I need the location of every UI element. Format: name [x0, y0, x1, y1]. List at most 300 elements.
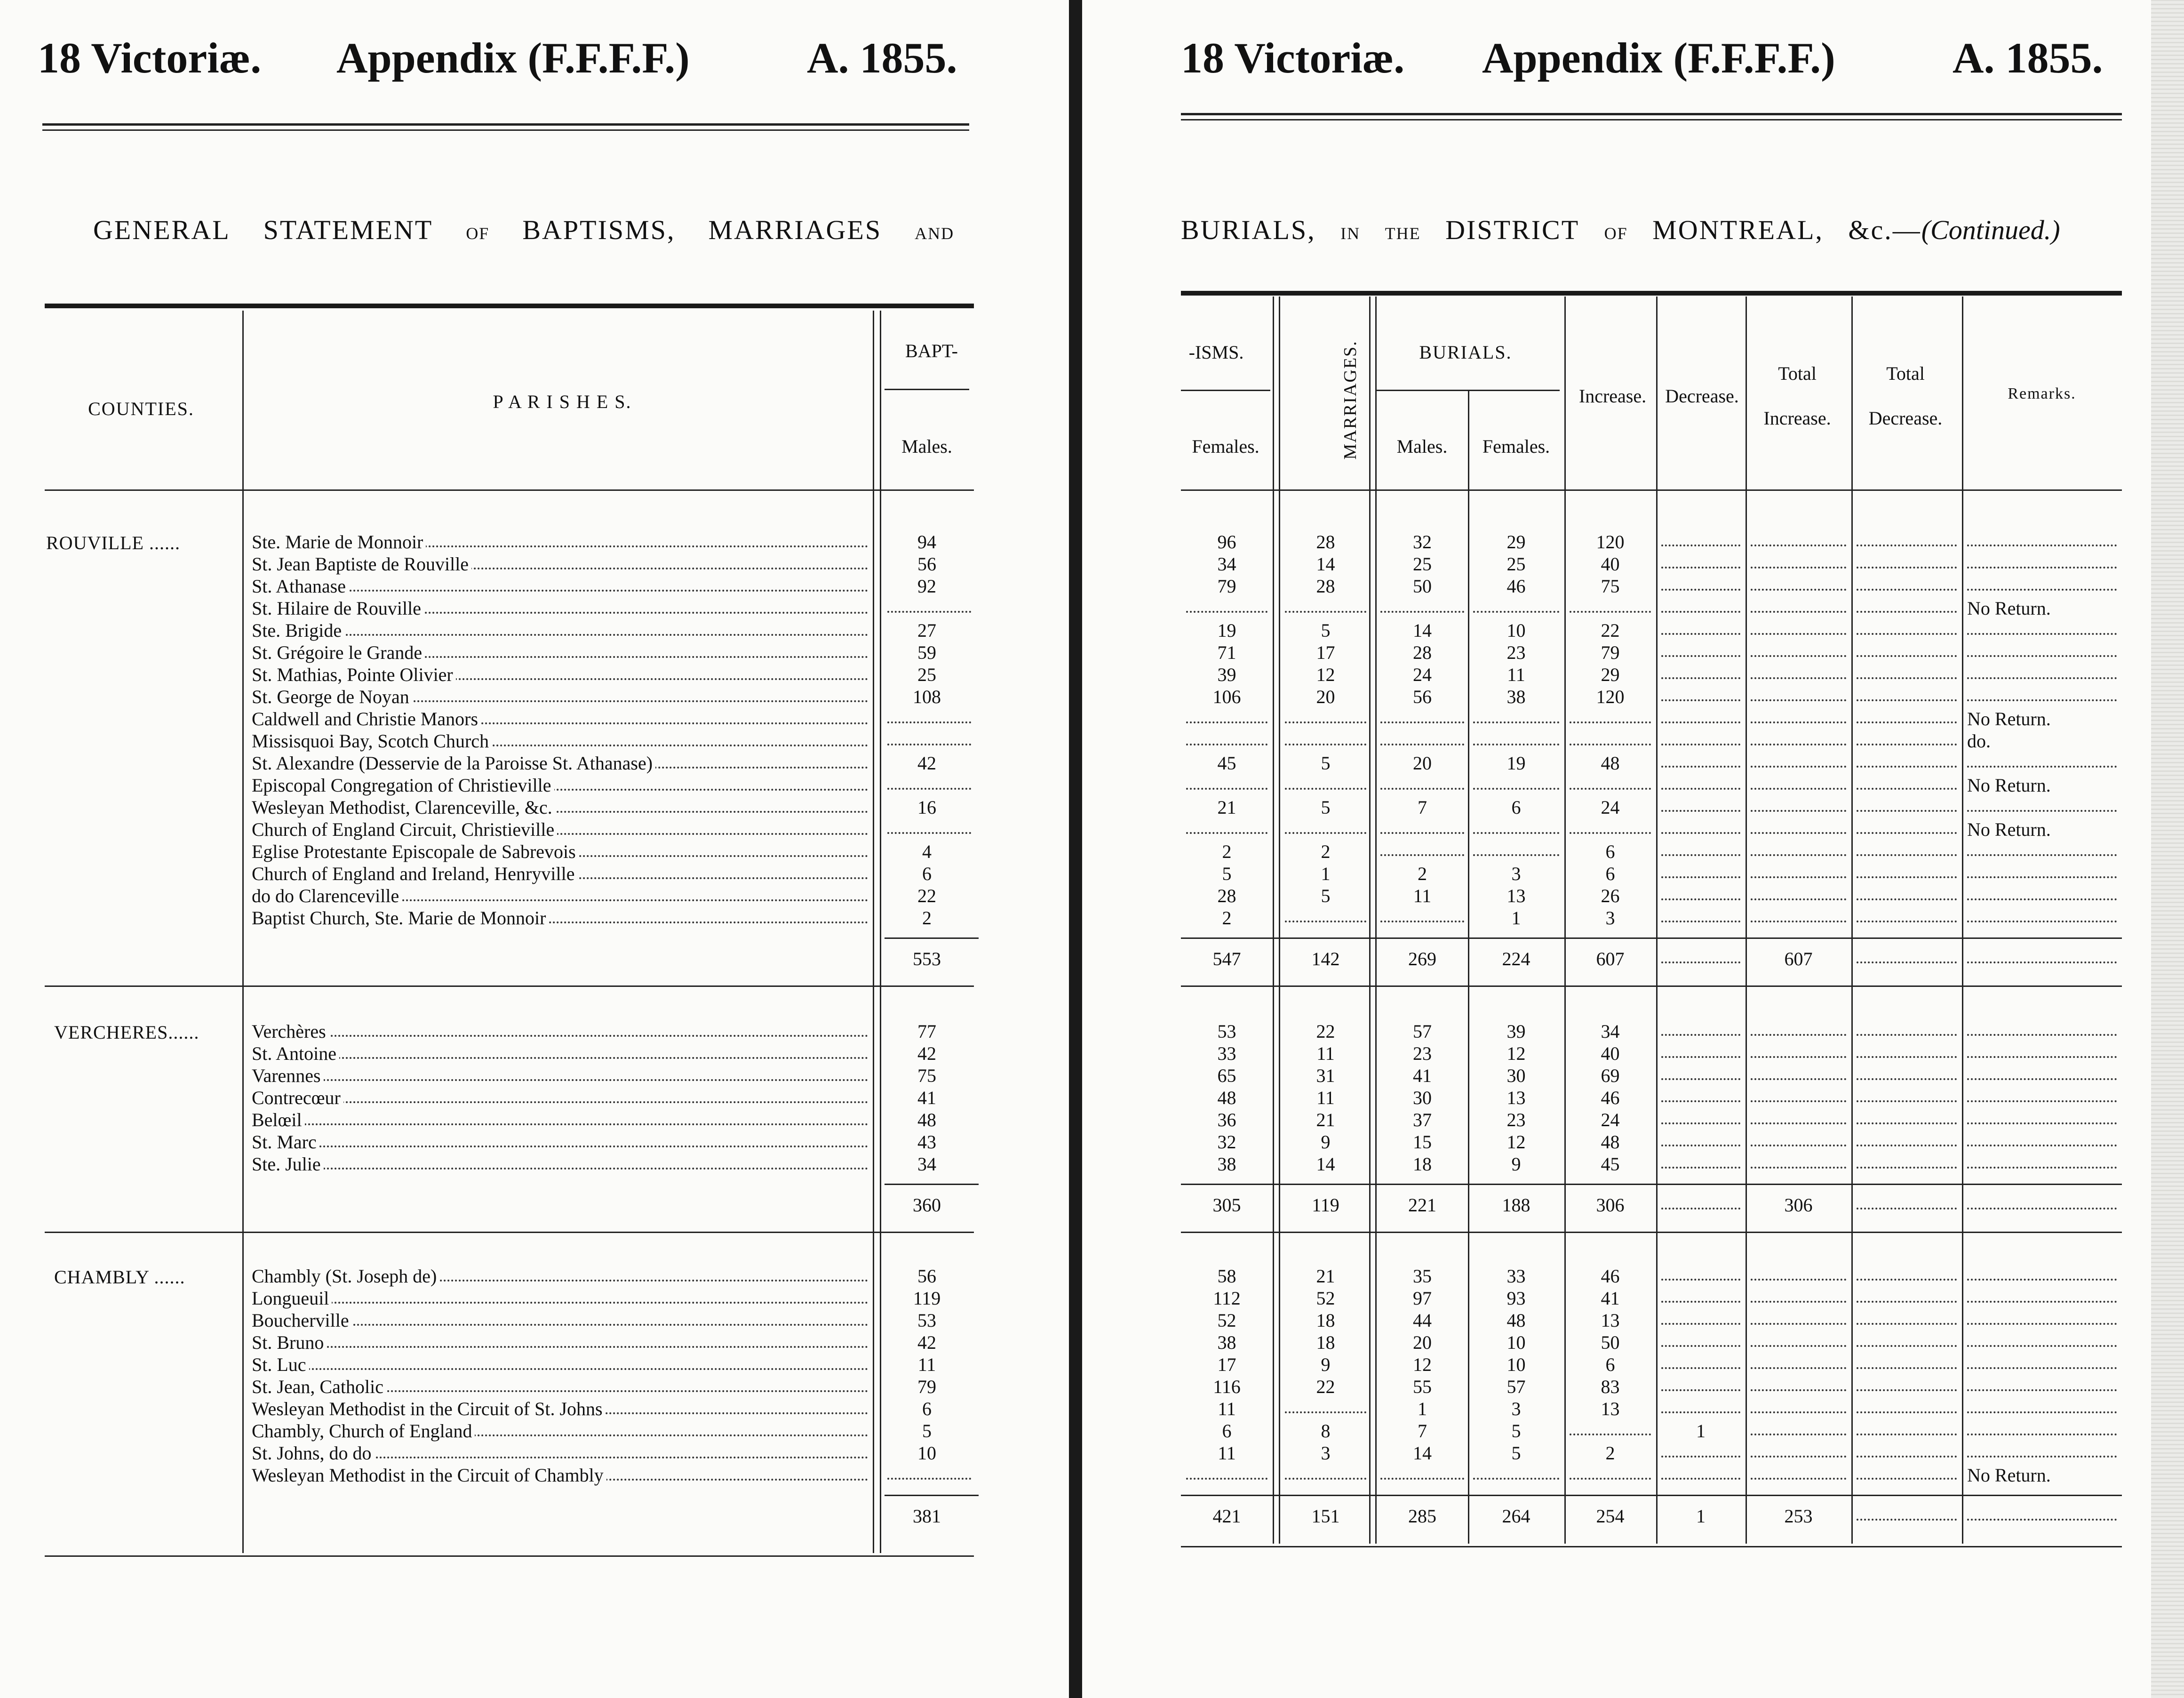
inc-cell: 29 — [1601, 664, 1620, 685]
mar-cell: 18 — [1316, 1310, 1335, 1331]
header-remarks: Remarks. — [2008, 385, 2076, 402]
bum-cell: 25 — [1413, 553, 1432, 575]
bf-cell: 58 — [1217, 1265, 1236, 1287]
mar-cell: 22 — [1316, 1376, 1335, 1397]
empty-cell-dots — [1854, 575, 1960, 597]
empty-cell-dots — [1854, 686, 1960, 708]
empty-cell-dots — [1964, 1354, 2120, 1376]
empty-cell-dots — [1854, 752, 1960, 774]
inc-cell: 13 — [1601, 1310, 1620, 1331]
buf-cell: 29 — [1506, 531, 1526, 553]
empty-cell-dots — [1854, 1376, 1960, 1398]
buf-cell: 10 — [1506, 1354, 1526, 1375]
empty-cell-dots — [1854, 1042, 1960, 1065]
inc-cell: 6 — [1605, 841, 1615, 862]
empty-cell-dots — [1658, 841, 1743, 863]
parish-name: St. Luc — [252, 1354, 868, 1376]
bf-cell: 19 — [1217, 620, 1236, 641]
parish-name: St. Antoine — [252, 1042, 868, 1065]
baptism-males-cell: 41 — [917, 1087, 936, 1108]
remarks-cell: No Return. — [1967, 598, 2051, 619]
empty-cell-dots — [1964, 1131, 2120, 1153]
mar-cell: 11 — [1316, 1087, 1335, 1108]
buf-cell: 11 — [1507, 664, 1525, 685]
header-increase: Increase. — [1578, 385, 1647, 407]
empty-cell-dots — [1470, 708, 1562, 730]
mar-cell: 9 — [1321, 1354, 1331, 1375]
baptism-males-cell: 25 — [917, 664, 936, 685]
empty-cell-dots — [1748, 553, 1849, 575]
empty-cell-dots — [1854, 1398, 1960, 1420]
empty-cell-dots — [1658, 1464, 1743, 1486]
empty-cell-dots — [1378, 818, 1467, 841]
group-separator — [45, 1232, 974, 1233]
empty-cell-dots — [1658, 1376, 1743, 1398]
empty-cell-dots — [1854, 1087, 1960, 1109]
mar-cell: 14 — [1316, 1153, 1335, 1175]
empty-cell-dots — [1854, 1194, 1960, 1216]
empty-cell-dots — [1567, 818, 1654, 841]
empty-cell-dots — [1748, 1376, 1849, 1398]
inc-cell: 48 — [1601, 1131, 1620, 1153]
empty-cell-dots — [1378, 730, 1467, 752]
group-separator-right — [1181, 1232, 2122, 1233]
empty-cell-dots — [1964, 1265, 2120, 1287]
empty-cell-dots — [1854, 1065, 1960, 1087]
bum-cell: 37 — [1413, 1109, 1432, 1130]
empty-cell-dots — [1854, 885, 1960, 907]
parish-name: St. Marc — [252, 1131, 868, 1153]
mar-cell: 1 — [1321, 863, 1331, 884]
inc-cell: 6 — [1605, 863, 1615, 884]
inc-cell: 26 — [1601, 885, 1620, 906]
running-head-year-right: A. 1855. — [1953, 34, 2103, 82]
inc-cell: 13 — [1601, 1398, 1620, 1419]
bf-cell: 5 — [1222, 863, 1232, 884]
baptism-males-cell: 43 — [917, 1131, 936, 1153]
remarks-cell: do. — [1967, 730, 1991, 752]
parish-name: Belœil — [252, 1109, 868, 1131]
empty-cell-dots — [1748, 1287, 1849, 1309]
empty-cell-dots — [1964, 1287, 2120, 1309]
bum-cell: 1 — [1418, 1398, 1427, 1419]
bum-cell: 14 — [1413, 1442, 1432, 1464]
empty-cell-dots — [1854, 1131, 1960, 1153]
parish-name: St. Bruno — [252, 1331, 868, 1354]
empty-cell-dots — [1854, 1153, 1960, 1175]
mar-cell: 2 — [1321, 841, 1331, 862]
buf-cell: 10 — [1506, 620, 1526, 641]
empty-cell-dots — [1748, 1309, 1849, 1331]
empty-cell-dots — [1854, 1309, 1960, 1331]
mar-cell: 31 — [1316, 1065, 1335, 1086]
col-divider-burial-males — [1468, 391, 1469, 1544]
bf-cell: 52 — [1217, 1310, 1236, 1331]
empty-cell-dots — [1854, 1505, 1960, 1527]
parish-name: Caldwell and Christie Manors — [252, 708, 868, 730]
empty-cell-dots — [1658, 1109, 1743, 1131]
empty-cell-dots — [1964, 1398, 2120, 1420]
baptism-males-cell: 75 — [917, 1065, 936, 1086]
empty-cell-dots — [1658, 796, 1743, 818]
parish-name: St. Johns, do do — [252, 1442, 868, 1464]
bf-cell: 6 — [1222, 1420, 1232, 1442]
page-gutter — [1069, 0, 1082, 1698]
bf-cell: 32 — [1217, 1131, 1236, 1153]
empty-cell-dots — [1854, 1287, 1960, 1309]
buf-cell: 48 — [1506, 1310, 1526, 1331]
empty-cell-dots — [1658, 907, 1743, 929]
col-divider-counties — [242, 311, 244, 1553]
subtotal-rule — [885, 1184, 979, 1185]
empty-cell-dots — [1378, 1464, 1467, 1486]
empty-cell-dots — [1748, 1153, 1849, 1175]
bf-cell: 11 — [1218, 1398, 1236, 1419]
parish-name: St. Jean Baptiste de Rouville — [252, 553, 868, 575]
empty-cell-dots — [1658, 619, 1743, 641]
empty-cell-dots — [1748, 686, 1849, 708]
baptism-males-cell: 92 — [917, 576, 936, 597]
baptism-males-cell: 56 — [917, 1265, 936, 1287]
parish-name: Wesleyan Methodist in the Circuit of Chambly — [252, 1464, 868, 1486]
running-head-appendix-right: Appendix (F.F.F.F.) — [1482, 34, 1835, 82]
buf-cell: 12 — [1506, 1131, 1526, 1153]
table-bottom-rule — [45, 1555, 974, 1557]
inc-total: 306 — [1596, 1194, 1625, 1216]
mar-cell: 21 — [1316, 1109, 1335, 1130]
header-baptism-males: Males. — [901, 436, 952, 457]
empty-cell-dots — [1854, 1464, 1960, 1486]
empty-cell-dots — [1658, 1398, 1743, 1420]
bum-total: 285 — [1408, 1506, 1436, 1527]
empty-cell-dots — [1470, 818, 1562, 841]
col-divider-parishes-2 — [880, 311, 881, 1553]
buf-cell: 5 — [1511, 1442, 1521, 1464]
buf-cell: 13 — [1506, 1087, 1526, 1108]
empty-cell-dots — [1748, 1087, 1849, 1109]
empty-cell-dots — [1748, 641, 1849, 664]
mar-cell: 11 — [1316, 1043, 1335, 1064]
empty-cell-dots — [1658, 641, 1743, 664]
empty-cell-dots — [1567, 597, 1654, 619]
mar-cell: 28 — [1316, 576, 1335, 597]
empty-cell-dots — [1964, 841, 2120, 863]
empty-cell-dots — [1658, 774, 1743, 796]
empty-cell-dots — [1282, 597, 1369, 619]
header-burials: BURIALS. — [1419, 342, 1512, 363]
empty-cell-dots — [1964, 1042, 2120, 1065]
header-baptisms-rest: -ISMS. — [1188, 342, 1244, 363]
empty-cell-dots — [1854, 1265, 1960, 1287]
empty-cell-dots — [1854, 796, 1960, 818]
empty-cell-dots — [1378, 841, 1467, 863]
parish-name: Eglise Protestante Episcopale de Sabrevois — [252, 841, 868, 863]
empty-cell-dots — [1854, 841, 1960, 863]
bum-cell: 55 — [1413, 1376, 1432, 1397]
empty-cell-dots — [1658, 730, 1743, 752]
dec-cell: 1 — [1696, 1420, 1706, 1442]
page-edge — [2151, 0, 2184, 1698]
empty-cell-dots — [1470, 1464, 1562, 1486]
empty-cell-dots — [1658, 1020, 1743, 1042]
empty-cell-dots — [1183, 774, 1270, 796]
bf-cell: 2 — [1222, 841, 1232, 862]
inc-cell: 69 — [1601, 1065, 1620, 1086]
empty-cell-dots — [1964, 907, 2120, 929]
col-divider-total-decrease — [1962, 296, 1963, 1544]
inc-cell: 120 — [1596, 531, 1625, 553]
empty-cell-dots — [1964, 1087, 2120, 1109]
empty-cell-dots — [1658, 948, 1743, 970]
header-total-decrease-1: Total — [1886, 363, 1925, 384]
empty-cell-dots — [1748, 1020, 1849, 1042]
mar-cell: 17 — [1316, 642, 1335, 663]
bum-cell: 28 — [1413, 642, 1432, 663]
baptism-males-cell: 59 — [917, 642, 936, 663]
bf-cell: 106 — [1212, 686, 1241, 707]
buf-cell: 19 — [1506, 753, 1526, 774]
parish-name: St. Hilaire de Rouville — [252, 597, 868, 619]
empty-cell-dots — [1854, 1442, 1960, 1464]
mar-total: 151 — [1311, 1506, 1340, 1527]
col-divider-total-increase — [1851, 296, 1853, 1544]
empty-cell-dots — [1658, 1331, 1743, 1354]
bf-cell: 2 — [1222, 907, 1232, 929]
empty-cell-dots — [1470, 841, 1562, 863]
empty-cell-dots — [885, 1464, 974, 1486]
bf-cell: 65 — [1217, 1065, 1236, 1086]
empty-cell-dots — [1378, 597, 1467, 619]
baptisms-subrule — [885, 389, 969, 390]
empty-cell-dots — [1282, 1464, 1369, 1486]
buf-total: 188 — [1502, 1194, 1530, 1216]
empty-cell-dots — [1964, 796, 2120, 818]
empty-cell-dots — [1748, 1420, 1849, 1442]
empty-cell-dots — [1854, 664, 1960, 686]
parish-name: Wesleyan Methodist, Clarenceville, &c. — [252, 796, 868, 818]
empty-cell-dots — [1964, 1109, 2120, 1131]
empty-cell-dots — [1964, 1442, 2120, 1464]
empty-cell-dots — [1658, 1354, 1743, 1376]
inc-cell: 83 — [1601, 1376, 1620, 1397]
empty-cell-dots — [1964, 1420, 2120, 1442]
empty-cell-dots — [1964, 1153, 2120, 1175]
empty-cell-dots — [1748, 575, 1849, 597]
table-bottom-rule-right — [1181, 1546, 2122, 1547]
mar-cell: 12 — [1316, 664, 1335, 685]
empty-cell-dots — [1658, 1265, 1743, 1287]
empty-cell-dots — [1658, 686, 1743, 708]
header-decrease: Decrease. — [1665, 385, 1739, 407]
empty-cell-dots — [1748, 1265, 1849, 1287]
empty-cell-dots — [1282, 818, 1369, 841]
bf-total: 547 — [1212, 948, 1241, 969]
empty-cell-dots — [1748, 885, 1849, 907]
parish-name: Episcopal Congregation of Christieville — [252, 774, 868, 796]
bum-cell: 12 — [1413, 1354, 1432, 1375]
parish-name: Contrecœur — [252, 1087, 868, 1109]
county-name: VERCHERES...... — [54, 1022, 199, 1043]
empty-cell-dots — [1854, 1109, 1960, 1131]
empty-cell-dots — [1470, 597, 1562, 619]
buf-total: 224 — [1502, 948, 1530, 969]
bf-cell: 17 — [1217, 1354, 1236, 1375]
header-parishes: P A R I S H E S. — [493, 391, 632, 412]
bf-cell: 38 — [1217, 1332, 1236, 1353]
inc-total: 254 — [1596, 1506, 1625, 1527]
subtotal-rule-right — [1181, 1495, 2122, 1496]
baptism-males-cell: 42 — [917, 1332, 936, 1353]
empty-cell-dots — [1748, 818, 1849, 841]
mar-cell: 21 — [1316, 1265, 1335, 1287]
baptism-males-cell: 27 — [917, 620, 936, 641]
bum-cell: 18 — [1413, 1153, 1432, 1175]
mar-cell: 52 — [1316, 1288, 1335, 1309]
bum-cell: 56 — [1413, 686, 1432, 707]
baptism-males-cell: 5 — [922, 1420, 932, 1442]
empty-cell-dots — [1854, 619, 1960, 641]
running-head-session-right: 18 Victoriæ. — [1181, 34, 1405, 82]
empty-cell-dots — [1854, 597, 1960, 619]
empty-cell-dots — [885, 774, 974, 796]
baptism-males-cell: 56 — [917, 553, 936, 575]
buf-cell: 39 — [1506, 1021, 1526, 1042]
empty-cell-dots — [885, 730, 974, 752]
mar-total: 119 — [1312, 1194, 1339, 1216]
table-caption-left: GENERAL STATEMENT OF BAPTISMS, MARRIAGES AND — [93, 215, 955, 245]
bum-cell: 50 — [1413, 576, 1432, 597]
empty-cell-dots — [1964, 641, 2120, 664]
header-total-increase-1: Total — [1778, 363, 1817, 384]
bum-cell: 24 — [1413, 664, 1432, 685]
empty-cell-dots — [1183, 818, 1270, 841]
col-divider-females-2 — [1279, 296, 1280, 1544]
mar-total: 142 — [1311, 948, 1340, 969]
baptism-males-cell: 2 — [922, 907, 932, 929]
empty-cell-dots — [1748, 708, 1849, 730]
county-name: ROUVILLE ...... — [46, 532, 180, 553]
buf-cell: 38 — [1506, 686, 1526, 707]
empty-cell-dots — [1748, 907, 1849, 929]
empty-cell-dots — [1470, 730, 1562, 752]
inc-cell: 2 — [1605, 1442, 1615, 1464]
bum-cell: 57 — [1413, 1021, 1432, 1042]
bf-cell: 21 — [1217, 797, 1236, 818]
empty-cell-dots — [1854, 730, 1960, 752]
empty-cell-dots — [1964, 1505, 2120, 1527]
empty-cell-dots — [1854, 1354, 1960, 1376]
parish-name: Ste. Brigide — [252, 619, 868, 641]
empty-cell-dots — [1567, 708, 1654, 730]
mar-cell: 5 — [1321, 885, 1331, 906]
empty-cell-dots — [1378, 774, 1467, 796]
buf-cell: 6 — [1511, 797, 1521, 818]
bum-cell: 7 — [1418, 1420, 1427, 1442]
empty-cell-dots — [1470, 774, 1562, 796]
empty-cell-dots — [1854, 1331, 1960, 1354]
bf-cell: 96 — [1217, 531, 1236, 553]
table-top-rule — [45, 304, 974, 308]
bum-cell: 32 — [1413, 531, 1432, 553]
inc-cell: 79 — [1601, 642, 1620, 663]
baptism-males-cell: 6 — [922, 1398, 932, 1419]
parish-name: Longueuil — [252, 1287, 868, 1309]
empty-cell-dots — [1567, 1420, 1654, 1442]
empty-cell-dots — [1748, 752, 1849, 774]
col-divider-burials — [1564, 296, 1566, 1544]
header-bottom-rule-right — [1181, 489, 2122, 491]
inc-cell: 46 — [1601, 1087, 1620, 1108]
bum-cell: 35 — [1413, 1265, 1432, 1287]
bum-cell: 20 — [1413, 753, 1432, 774]
inc-cell: 24 — [1601, 1109, 1620, 1130]
buf-cell: 23 — [1506, 1109, 1526, 1130]
baptism-males-cell: 42 — [917, 1043, 936, 1064]
dec-total: 1 — [1696, 1506, 1706, 1527]
empty-cell-dots — [1658, 1153, 1743, 1175]
parish-name: Verchères — [252, 1020, 868, 1042]
empty-cell-dots — [1854, 553, 1960, 575]
group-separator — [45, 985, 974, 987]
empty-cell-dots — [1282, 907, 1369, 929]
buf-cell: 30 — [1506, 1065, 1526, 1086]
tinc-total: 306 — [1784, 1194, 1813, 1216]
empty-cell-dots — [1748, 531, 1849, 553]
subtotal-rule — [885, 1495, 979, 1496]
bf-cell: 11 — [1218, 1442, 1236, 1464]
empty-cell-dots — [1748, 796, 1849, 818]
mar-cell: 22 — [1316, 1021, 1335, 1042]
baptism-males-cell: 6 — [922, 863, 932, 884]
empty-cell-dots — [1748, 730, 1849, 752]
empty-cell-dots — [1964, 575, 2120, 597]
inc-cell: 6 — [1605, 1354, 1615, 1375]
empty-cell-dots — [1658, 863, 1743, 885]
bum-cell: 44 — [1413, 1310, 1432, 1331]
empty-cell-dots — [1748, 664, 1849, 686]
buf-cell: 13 — [1506, 885, 1526, 906]
buf-cell: 33 — [1506, 1265, 1526, 1287]
empty-cell-dots — [1748, 1042, 1849, 1065]
empty-cell-dots — [1748, 841, 1849, 863]
bf-total: 421 — [1212, 1506, 1241, 1527]
inc-cell: 24 — [1601, 797, 1620, 818]
parish-name: Boucherville — [252, 1309, 868, 1331]
mar-cell: 3 — [1321, 1442, 1331, 1464]
col-divider-marriages — [1369, 296, 1371, 1544]
empty-cell-dots — [1658, 708, 1743, 730]
empty-cell-dots — [1567, 1464, 1654, 1486]
empty-cell-dots — [1964, 1309, 2120, 1331]
empty-cell-dots — [1854, 907, 1960, 929]
bf-cell: 116 — [1213, 1376, 1241, 1397]
inc-cell: 75 — [1601, 576, 1620, 597]
baptism-males-cell: 22 — [917, 885, 936, 906]
parish-name: Baptist Church, Ste. Marie de Monnoir — [252, 907, 868, 929]
bf-cell: 79 — [1217, 576, 1236, 597]
empty-cell-dots — [1964, 664, 2120, 686]
empty-cell-dots — [1854, 1020, 1960, 1042]
empty-cell-dots — [1748, 774, 1849, 796]
empty-cell-dots — [1282, 1398, 1369, 1420]
parish-name: do do Clarenceville — [252, 885, 868, 907]
header-counties: COUNTIES. — [88, 398, 194, 419]
empty-cell-dots — [1748, 1065, 1849, 1087]
bf-cell: 53 — [1217, 1021, 1236, 1042]
tinc-total: 253 — [1784, 1506, 1813, 1527]
baptism-males-cell: 10 — [917, 1442, 936, 1464]
empty-cell-dots — [1658, 1065, 1743, 1087]
